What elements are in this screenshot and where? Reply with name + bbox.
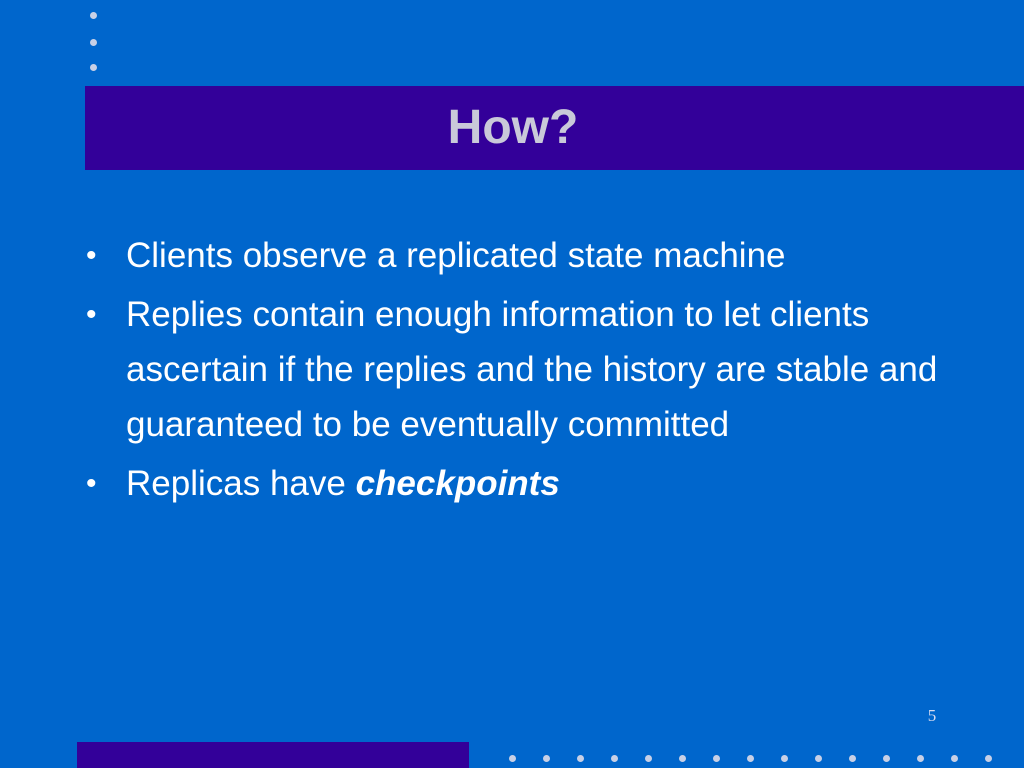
decor-dot-bottom-7 (713, 755, 720, 762)
decor-dot-top-3 (90, 64, 97, 71)
page-number: 5 (927, 706, 937, 725)
decor-dot-bottom-4 (611, 755, 618, 762)
decor-dot-bottom-15 (985, 755, 992, 762)
bullet-list (86, 228, 966, 515)
decor-dot-bottom-9 (781, 755, 788, 762)
bullet-icon: • (86, 298, 97, 331)
bullet-item (86, 456, 966, 511)
decor-dot-bottom-8 (747, 755, 754, 762)
bullet-icon: • (86, 239, 97, 272)
decor-dot-bottom-6 (679, 755, 686, 762)
decor-dot-top-1 (90, 12, 97, 19)
bullet-icon: • (86, 467, 97, 500)
bullet-item (86, 228, 966, 283)
slide-title: How? (447, 101, 579, 154)
footer-band (77, 742, 469, 768)
decor-dot-bottom-5 (645, 755, 652, 762)
bullet-text: Replicas have (126, 464, 356, 503)
decor-dot-bottom-2 (543, 755, 550, 762)
decor-dot-bottom-12 (883, 755, 890, 762)
bullet-text: Clients observe a replicated state machine (126, 236, 786, 275)
decor-dot-top-2 (90, 39, 97, 46)
decor-dot-bottom-1 (509, 755, 516, 762)
decor-dot-bottom-13 (917, 755, 924, 762)
bullet-emphasis: checkpoints (355, 464, 560, 503)
bullet-item (86, 287, 966, 452)
decor-dot-bottom-3 (577, 755, 584, 762)
decor-dot-bottom-14 (951, 755, 958, 762)
decor-dot-bottom-10 (815, 755, 822, 762)
bullet-text: Replies contain enough information to let clients ascertain if the replies and the history are stable and guaranteed to be eventually committed (126, 295, 938, 444)
decor-dot-bottom-11 (849, 755, 856, 762)
